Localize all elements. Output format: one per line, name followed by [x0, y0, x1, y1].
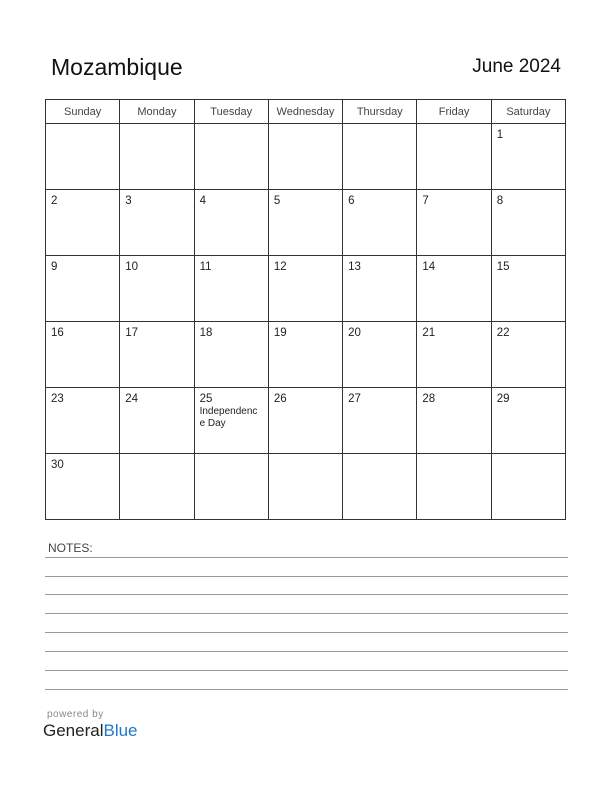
day-number: 21: [422, 327, 436, 339]
day-number: [269, 124, 342, 129]
weekday-tuesday: Tuesday: [194, 100, 268, 124]
day-cell: [417, 190, 491, 256]
day-cell: [194, 322, 268, 388]
day-number: [120, 454, 193, 459]
day-number: 23: [51, 393, 64, 405]
weekday-monday: Monday: [120, 100, 194, 124]
day-number: 28: [422, 393, 436, 405]
brand-logo[interactable]: [43, 721, 138, 741]
day-cell: [194, 388, 268, 454]
day-number: [195, 124, 268, 129]
day-number: [417, 124, 490, 129]
day-cell: [46, 124, 120, 190]
day-number: [492, 454, 565, 459]
brand-name-part2: Blue: [103, 721, 138, 740]
day-cell: [491, 124, 565, 190]
day-number: 13: [348, 261, 361, 273]
day-number: [343, 454, 416, 459]
week-row: [46, 124, 566, 190]
month-year-title: June 2024: [472, 56, 561, 77]
day-number: [269, 454, 342, 459]
week-row: [46, 388, 566, 454]
day-cell: [268, 124, 342, 190]
day-cell: [343, 388, 417, 454]
day-cell: [343, 190, 417, 256]
day-cell: [120, 454, 194, 520]
day-number: 26: [273, 393, 287, 405]
day-cell: [194, 190, 268, 256]
day-cell: [120, 190, 194, 256]
day-number: 7: [422, 195, 429, 207]
day-number: [417, 454, 490, 459]
day-number: [343, 124, 416, 129]
day-cell: [194, 454, 268, 520]
day-cell: [417, 322, 491, 388]
day-cell: [46, 454, 120, 520]
day-cell: [491, 322, 565, 388]
day-number: 24: [125, 393, 139, 405]
powered-by-text: powered by: [47, 709, 104, 720]
day-number: 27: [348, 393, 361, 405]
day-number: 22: [496, 327, 510, 339]
day-cell: [491, 190, 565, 256]
day-number: 14: [422, 261, 436, 273]
day-cell: [343, 322, 417, 388]
country-title: Mozambique: [51, 54, 183, 80]
day-cell: [268, 322, 342, 388]
week-row: [46, 454, 566, 520]
day-cell: [491, 454, 565, 520]
notes-line: [45, 632, 568, 633]
day-cell: [343, 454, 417, 520]
day-cell: [120, 256, 194, 322]
day-number: 20: [348, 327, 361, 339]
holiday-label: Independence Day: [199, 406, 258, 429]
day-cell: [46, 388, 120, 454]
notes-line: [45, 576, 568, 577]
notes-line: [45, 651, 568, 652]
weekday-thursday: Thursday: [343, 100, 417, 124]
day-cell: [46, 190, 120, 256]
notes-line: [45, 594, 568, 595]
day-cell: [417, 454, 491, 520]
week-row: [46, 322, 566, 388]
day-number: 15: [496, 261, 510, 273]
day-cell: [46, 256, 120, 322]
day-number: 8: [496, 195, 504, 207]
weekday-header-row: [46, 100, 566, 124]
day-number: [120, 124, 193, 129]
day-cell: [268, 256, 342, 322]
notes-line: [45, 670, 568, 671]
day-number: 3: [125, 195, 132, 207]
day-number: 29: [496, 393, 510, 405]
day-cell: [194, 256, 268, 322]
day-cell: [343, 256, 417, 322]
day-cell: [417, 256, 491, 322]
day-number: 10: [125, 261, 139, 273]
brand-name-part1: General: [43, 721, 104, 740]
day-number: 25: [199, 393, 213, 405]
day-cell: [417, 388, 491, 454]
notes-line: [45, 689, 568, 690]
day-number: 5: [273, 195, 281, 207]
day-cell: [46, 322, 120, 388]
weekday-sunday: Sunday: [46, 100, 120, 124]
day-number: [46, 124, 119, 129]
day-cell: [120, 322, 194, 388]
day-number: 2: [51, 195, 58, 207]
weekday-friday: Friday: [417, 100, 491, 124]
day-number: 30: [51, 459, 64, 471]
day-number: 18: [199, 327, 213, 339]
day-number: 11: [199, 261, 212, 273]
day-number: 4: [199, 195, 206, 207]
day-number: 12: [273, 261, 287, 273]
day-cell: [120, 124, 194, 190]
day-cell: [268, 454, 342, 520]
day-number: 19: [273, 327, 287, 339]
week-row: [46, 190, 566, 256]
weekday-wednesday: Wednesday: [268, 100, 342, 124]
day-number: 16: [51, 327, 64, 339]
day-number: 6: [348, 195, 355, 207]
notes-label: NOTES:: [48, 541, 93, 555]
calendar-grid: [45, 99, 566, 520]
day-cell: [268, 388, 342, 454]
weekday-saturday: Saturday: [491, 100, 565, 124]
week-row: [46, 256, 566, 322]
day-cell: [491, 388, 565, 454]
day-number: 9: [51, 261, 58, 273]
day-cell: [343, 124, 417, 190]
day-number: 1: [496, 129, 504, 141]
day-number: 17: [125, 327, 139, 339]
day-cell: [120, 388, 194, 454]
day-number: [195, 454, 268, 459]
notes-line: [45, 613, 568, 614]
notes-line: [45, 557, 568, 558]
day-cell: [268, 190, 342, 256]
day-cell: [417, 124, 491, 190]
day-cell: [491, 256, 565, 322]
day-cell: [194, 124, 268, 190]
